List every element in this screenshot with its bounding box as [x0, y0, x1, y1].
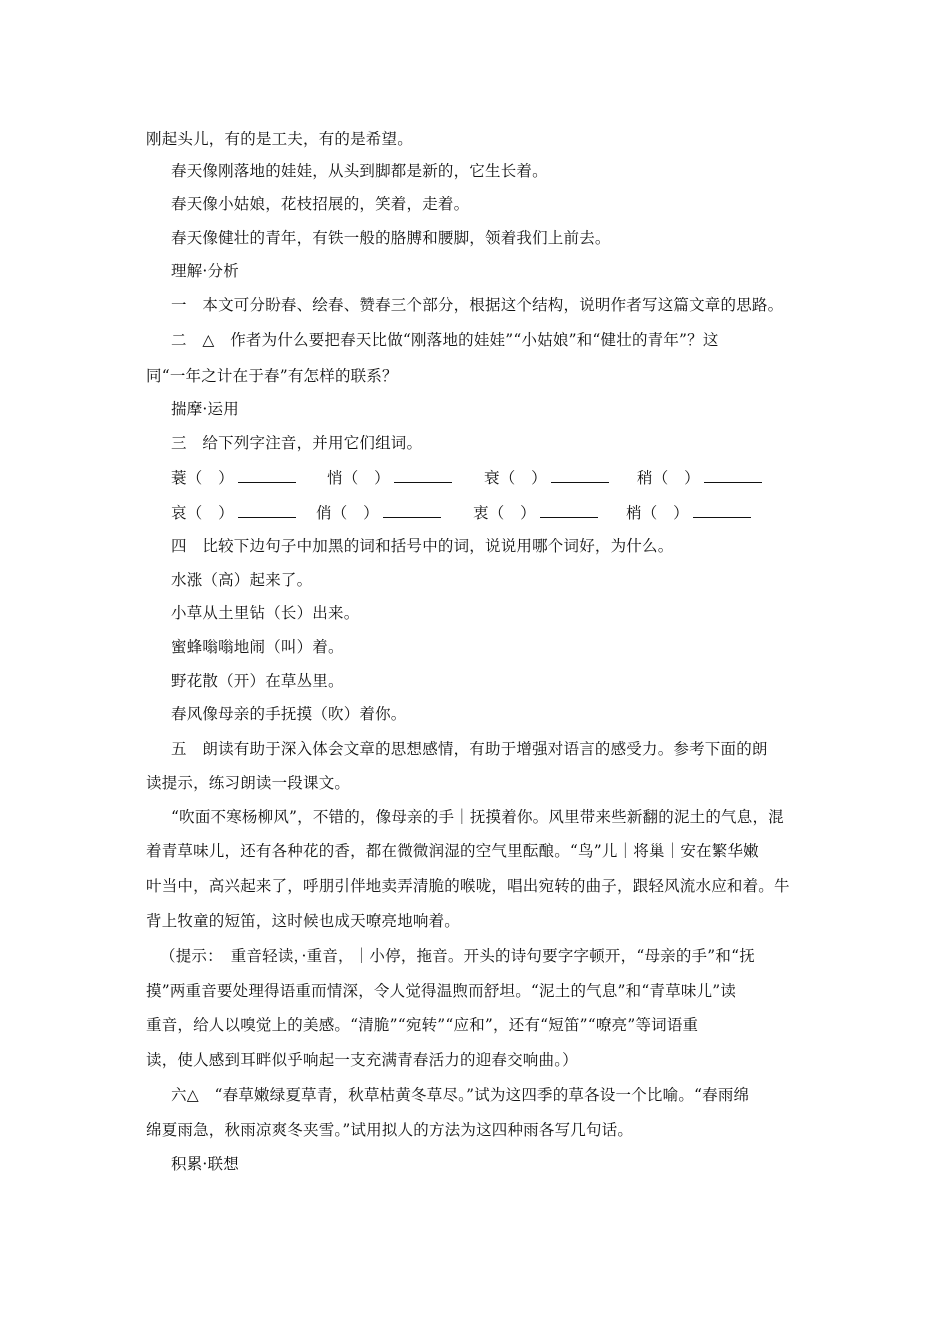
answer-blank[interactable]	[394, 466, 452, 483]
text-line: 绵夏雨急，秋雨凉爽冬夹雪。”试用拟人的方法为这四种雨各写几句话。	[146, 1121, 634, 1139]
section-heading: 积累·联想	[171, 1155, 239, 1173]
pinyin-item: 稍（ ）	[637, 466, 762, 489]
pinyin-row-2	[171, 501, 811, 523]
reading-passage: 着青草味儿，还有各种花的香，都在微微润湿的空气里酝酿。“鸟”儿｜将巢｜安在繁华嫩	[146, 842, 759, 860]
example-sentence: 春风像母亲的手抚摸（吹）着你。	[171, 705, 407, 723]
reading-passage: 叶当中，高兴起来了，呼朋引伴地卖弄清脆的喉咙，唱出宛转的曲子，跟轻风流水应和着。牛	[146, 877, 790, 895]
pinyin-item: 哀（ ）	[171, 501, 296, 524]
answer-blank[interactable]	[238, 501, 296, 518]
reading-hint: 重音，给人以嗅觉上的美感。“清脆”“宛转”“应和”，还有“短笛”“嘹亮”等词语重	[146, 1016, 699, 1034]
text-line: 读提示，练习朗读一段课文。	[146, 774, 351, 792]
text-line: 同“一年之计在于春”有怎样的联系？	[146, 367, 398, 385]
answer-blank[interactable]	[551, 466, 609, 483]
example-sentence: 小草从土里钻（长）出来。	[171, 604, 360, 622]
question-3: 三 给下列字注音，并用它们组词。	[171, 434, 423, 452]
reading-hint: 摸”两重音要处理得语重而情深，令人觉得温煦而舒坦。“泥土的气息”和“青草味儿”读	[146, 982, 737, 1000]
example-sentence: 野花散（开）在草丛里。	[171, 672, 344, 690]
answer-blank[interactable]	[238, 466, 296, 483]
question-5: 五 朗读有助于深入体会文章的思想感情，有助于增强对语言的感受力。参考下面的朗	[171, 740, 768, 758]
section-heading: 揣摩·运用	[171, 400, 239, 418]
reading-passage: 背上牧童的短笛，这时候也成天嘹亮地响着。	[146, 912, 461, 930]
text-line: 春天像健壮的青年，有铁一般的胳膊和腰脚，领着我们上前去。	[171, 229, 611, 247]
pinyin-row-1	[171, 466, 811, 488]
answer-blank[interactable]	[704, 466, 762, 483]
reading-hint: 读，使人感到耳畔似乎响起一支充满青春活力的迎春交响曲。）	[146, 1051, 578, 1069]
section-heading: 理解·分析	[171, 262, 239, 280]
answer-blank[interactable]	[693, 501, 751, 518]
pinyin-item: 俏（ ）	[316, 501, 441, 524]
question-4: 四 比较下边句子中加黑的词和括号中的词，说说用哪个词好，为什么。	[171, 537, 674, 555]
pinyin-item: 梢（ ）	[626, 501, 751, 524]
text-line: 春天像刚落地的娃娃，从头到脚都是新的，它生长着。	[171, 162, 548, 180]
example-sentence: 蜜蜂嗡嗡地闹（叫）着。	[171, 638, 344, 656]
text-line: 春天像小姑娘，花枝招展的，笑着，走着。	[171, 195, 470, 213]
question-1: 一 本文可分盼春、绘春、赞春三个部分，根据这个结构，说明作者写这篇文章的思路。	[171, 296, 784, 314]
pinyin-item: 悄（ ）	[327, 466, 452, 489]
text-line: 刚起头儿，有的是工夫，有的是希望。	[146, 130, 413, 148]
question-2: 二 △ 作者为什么要把春天比做“刚落地的娃娃”“小姑娘”和“健壮的青年”？这	[171, 331, 719, 349]
reading-hint: （提示： 重音轻读，·重音，｜小停，拖音。开头的诗句要字字顿开，“母亲的手”和“抚	[160, 947, 755, 965]
question-6: 六△ “春草嫩绿夏草青，秋草枯黄冬草尽。”试为这四季的草各设一个比喻。“春雨绵	[171, 1086, 750, 1104]
reading-passage: “吹面不寒杨柳风”，不错的，像母亲的手｜抚摸着你。风里带来些新翻的泥土的气息，混	[171, 808, 784, 826]
pinyin-item: 蓑（ ）	[171, 466, 296, 489]
example-sentence: 水涨（高）起来了。	[171, 571, 313, 589]
answer-blank[interactable]	[540, 501, 598, 518]
pinyin-item: 衷（ ）	[473, 501, 598, 524]
answer-blank[interactable]	[383, 501, 441, 518]
pinyin-item: 衰（ ）	[484, 466, 609, 489]
